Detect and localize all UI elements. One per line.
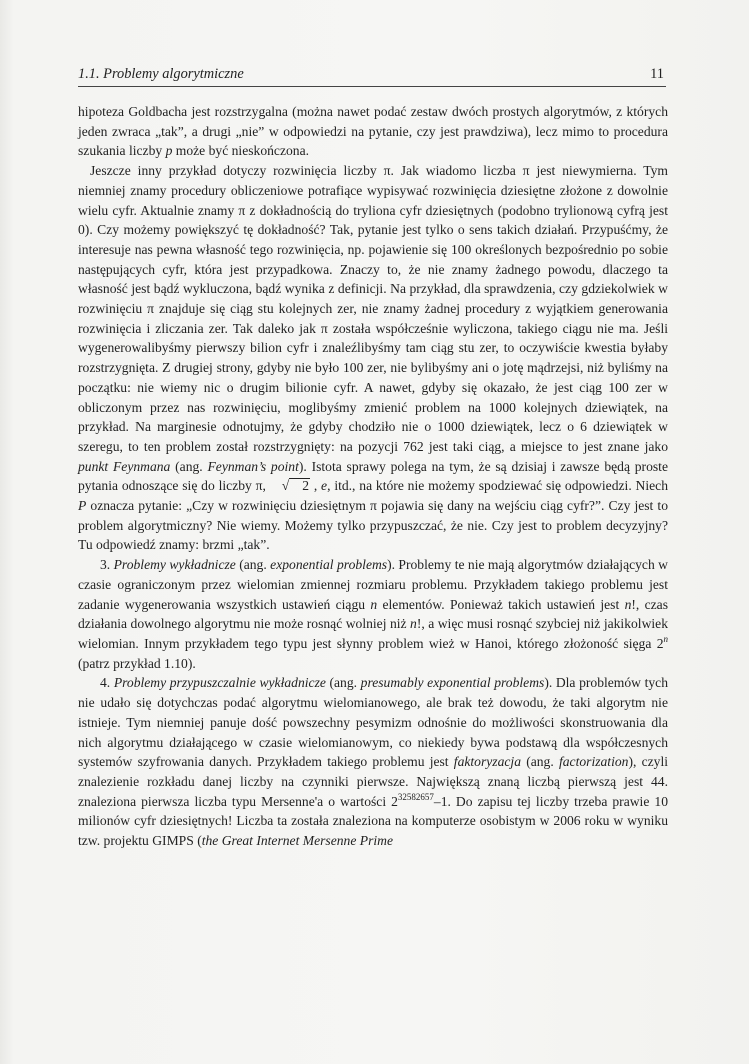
paragraph-exponential: 3. Problemy wykładnicze (ang. exponential problems). Problemy te nie mają algorytmów działających w czasie ograniczonym przez wielomian zmiennej rozmiaru problemu. Przykładem takiego problemu jest zadanie wygenerowania wszystkich ustawień ciągu n elementów. Ponieważ takich ustawień jest n!, czas działania dowolnego algorytmu nie może rosnąć wolniej niż n!, a więc musi rosnąć szybciej niż jakikolwiek wielomian. Innym przykładem tego typu jest słynny problem wież w Hanoi, którego złożoność sięga 2$^n$ (patrz przykład 1.10). xyxy=(78,557,669,671)
term-feynman-point: punkt Feynmana xyxy=(78,458,171,474)
running-header xyxy=(78,64,666,87)
paragraph-presumably-exponential: 4. Problemy przypuszczalnie wykładnicze (ang. presumably exponential problems). Dla problemów tych nie udało się dotychczas podać algorytmu wielomianowego, ale brak też dowodu, że taki algorytm nie istnieje. Tym niemniej panuje dość powszechny pesymizm odnośnie do możliwości skonstruowania dla nich algorytmu działającego w czasie wielomianowym, co niekiedy bywa podstawą dla współczesnych systemów szyfrowania danych. Przykładem takiego problemu jest faktoryzacja (ang. factorization), czyli znalezienie rozkładu danej liczby na czynniki pierwsze. Największą znaną liczbą pierwszą jest 44. znaleziona pierwsza liczba typu Mersenne'a o wartości $2^{32582657}-1$. Do zapisu tej liczby trzeba prawie 10 milionów cyfr dziesiętnych! Liczba ta została znaleziona na komputerze osobistym w 2006 roku w wyniku tzw. projektu GIMPS (the Great Internet Mersenne Prime xyxy=(78,675,668,849)
term-factorization: faktoryzacja xyxy=(453,754,521,770)
heading-presumably-exponential: Problemy przypuszczalnie wykładnicze xyxy=(113,675,326,691)
body-text xyxy=(78,102,668,851)
sqrt-two: √ 2 xyxy=(281,478,309,494)
page-number: 11 xyxy=(650,66,664,82)
section-title: 1.1. Problemy algorytmiczne xyxy=(78,66,244,82)
heading-exponential-problems: Problemy wykładnicze xyxy=(113,557,236,573)
paragraph-goldbach: hipoteza Goldbacha jest rozstrzygalna (można nawet podać zestaw dwóch prostych algorytmów, z których jeden zwraca „tak”, a drugi „nie” w odpowiedzi na pytanie, czy jest prawdziwa), lecz mimo to procedura szukania liczby p może być nieskończona. xyxy=(78,104,668,159)
paragraph-pi: Jeszcze inny przykład dotyczy rozwinięcia liczby π. Jak wiadomo liczba π jest niewymierna. Tym niemniej znamy procedury obliczeniowe potrafiące wypisywać rozwinięcia dziesiętne złożone z dowolnie wielu cyfr. Aktualnie znamy π z dokładnością do tryliona cyfr dziesiętnych (podobno trylionową cyfrą jest 0). Czy możemy powiększyć tę dokładność? Tak, pytanie jest tylko o sens takich działań. Przypuśćmy, że interesuje nas pewna własność tego rozwinięcia, np. pojawienie się 100 określonych bezpośrednio po sobie następujących cyfr, która jest przypadkowa. Znaczy to, że nie znamy żadnego powodu, dlaczego ta własność jest bądź wykluczona, bądź wynika z definicji. Na przykład, dla sprawdzenia, czy gdziekolwiek w rozwinięciu π znajduje się ciąg stu kolejnych zer, nie znamy żadnej procedury z wyjątkiem generowania rozwinięcia i zliczania zer. Tak daleko jak π została współcześnie wyliczona, takiego ciągu nie ma. Jeśli wygenerowalibyśmy pierwszy bilion cyfr i znaleźlibyśmy tam ciąg stu zer, to oczywiście kwestia byłaby rozstrzygnięta. Z drugiej strony, gdyby nie było 100 zer, nie bylibyśmy ani o jotę mądrzejsi, niż byliśmy na początku: nie wiemy nic o drugim bilionie cyfr. A nawet, gdyby się okazało, że jest ciąg 100 zer w obliczonym przez nas rozwinięciu, moglibyśmy zmienić problem na 1000 kolejnych dziewiątek, na przykład. Na marginesie odnotujmy, że gdyby chodziło nie o 1000 dziewiątek, lecz o 6 dziewiątek w szeregu, to ten problem został rozstrzygnięty: na pozycji 762 jest taki ciąg, a miejsce to jest znane jako punkt Feynmana (ang. Feynman’s point). Istota sprawy polega na tym, że są dzisiaj i zawsze będą proste pytania odnoszące się do liczby π, √ 2 , e, itd., na które nie możemy spodziewać się odpowiedzi. Niech P oznacza pytanie: „Czy w rozwinięciu dziesiętnym π pojawia się dany na wejściu ciąg cyfr?”. Czy jest to problem algorytmiczny? Nie wiemy. Możemy tylko przypuszczać, że nie. Czy jest to problem decyzyjny? Tu odpowiedź znamy: brzmi „tak”. xyxy=(78,163,668,553)
